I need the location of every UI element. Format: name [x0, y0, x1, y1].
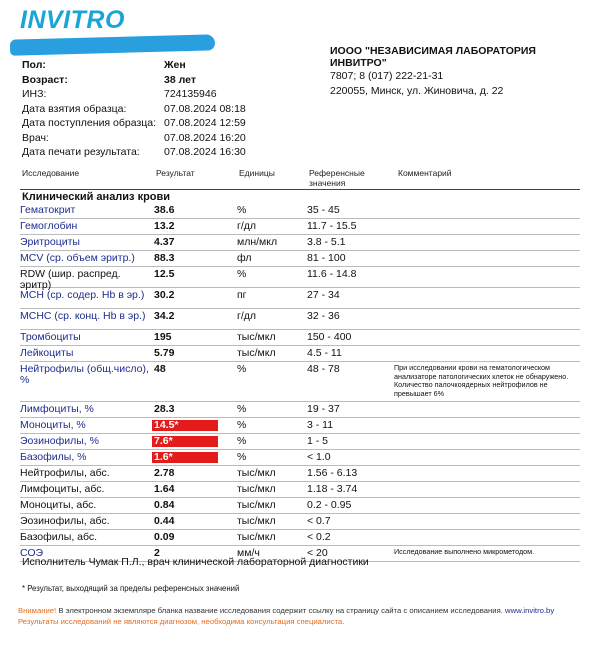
result-value: 0.44 — [154, 515, 175, 527]
section-title: Клинический анализ крови — [22, 191, 171, 203]
patient-info — [22, 59, 246, 161]
unit: тыс/мкл — [237, 515, 276, 527]
result-value: 12.5 — [154, 268, 175, 280]
reference-range: 3 - 11 — [307, 419, 334, 431]
table-row — [20, 482, 580, 498]
result-value: 28.3 — [154, 403, 175, 415]
reference-range: 81 - 100 — [307, 252, 346, 264]
reference-range: 1 - 5 — [307, 435, 329, 447]
patient-value: 38 лет — [164, 73, 196, 86]
table-row — [20, 418, 580, 434]
reference-range: 48 - 78 — [307, 363, 340, 375]
test-name[interactable]: Тромбоциты — [20, 331, 81, 343]
lab-info — [330, 45, 570, 99]
reference-range: 32 - 36 — [307, 310, 340, 322]
patient-row — [22, 103, 246, 118]
patient-row — [22, 74, 246, 89]
table-row — [20, 219, 580, 235]
unit: % — [237, 204, 247, 216]
test-name[interactable]: СОЭ — [20, 547, 44, 559]
unit: % — [237, 363, 247, 375]
table-row — [20, 267, 580, 291]
patient-row — [22, 59, 246, 74]
patient-label: Дата печати результата: — [22, 146, 140, 158]
result-value: 1.64 — [154, 483, 175, 495]
unit: тыс/мкл — [237, 499, 276, 511]
invitro-logo: INVITRO — [20, 6, 125, 34]
patient-value: 07.08.2024 12:59 — [164, 117, 246, 129]
test-name[interactable]: Лимфоциты, абс. — [20, 483, 105, 495]
unit: % — [237, 419, 247, 431]
patient-label: Дата поступления образца: — [22, 117, 157, 129]
patient-value: 07.08.2024 08:18 — [164, 102, 246, 115]
unit: тыс/мкл — [237, 331, 276, 343]
reference-range: 3.8 - 5.1 — [307, 236, 346, 248]
unit: % — [237, 451, 247, 463]
unit: тыс/мкл — [237, 467, 276, 479]
patient-label: ИНЗ: — [22, 88, 47, 100]
test-name[interactable]: Эритроциты — [20, 236, 80, 248]
comment: При исследовании крови на гематологическом анализаторе патологических клеток не обнаружено. Количество палочкоядерных нейтрофилов не превышает 6% — [394, 363, 569, 398]
warning-label: Внимание! — [18, 606, 57, 615]
test-name[interactable]: Лейкоциты — [20, 347, 74, 359]
test-name[interactable]: Нейтрофилы (общ.число), % — [20, 363, 149, 386]
test-name[interactable]: Гематокрит — [20, 204, 76, 216]
table-header — [20, 167, 580, 190]
result-value: 2 — [154, 547, 160, 559]
test-name[interactable]: RDW (шир. распред. эритр) — [20, 268, 121, 291]
patient-row — [22, 132, 246, 147]
table-row — [20, 362, 580, 402]
test-name[interactable]: Эозинофилы, % — [20, 435, 99, 447]
patient-value: 724135946 — [164, 88, 217, 100]
flagged-result: 7.6* — [152, 436, 218, 447]
test-name[interactable]: Нейтрофилы, абс. — [20, 467, 110, 479]
header-study: Исследование — [22, 168, 80, 178]
reference-range: < 0.7 — [307, 515, 331, 527]
footnote: * Результат, выходящий за пределы референсных значений — [22, 584, 240, 593]
unit: пг — [237, 289, 247, 301]
reference-range: 1.18 - 3.74 — [307, 483, 358, 495]
patient-label: Пол: — [22, 59, 46, 71]
patient-value: Жен — [164, 59, 186, 71]
result-value: 0.09 — [154, 531, 175, 543]
result-value: 5.79 — [154, 347, 175, 359]
table-row — [20, 309, 580, 330]
table-row — [20, 235, 580, 251]
patient-row — [22, 146, 246, 161]
unit: г/дл — [237, 310, 257, 322]
unit: млн/мкл — [237, 236, 278, 248]
comment: Исследование выполнено микрометодом. — [394, 547, 535, 556]
test-name[interactable]: Эозинофилы, абс. — [20, 515, 110, 527]
reference-range: 0.2 - 0.95 — [307, 499, 352, 511]
result-value: 0.84 — [154, 499, 175, 511]
test-name[interactable]: MCV (ср. объем эритр.) — [20, 252, 135, 264]
test-name[interactable]: Моноциты, абс. — [20, 499, 97, 511]
warning-text: В электронном экземпляре бланка название исследования содержит ссылку на страницу сайта с описанием исследования. — [56, 606, 503, 615]
executor: Исполнитель Чумак П.Л., врач клинической лабораторной диагностики — [22, 556, 369, 568]
table-row — [20, 466, 580, 482]
table-row — [20, 288, 580, 309]
result-value: 195 — [154, 331, 172, 343]
test-name[interactable]: Моноциты, % — [20, 419, 86, 431]
reference-range: 35 - 45 — [307, 204, 340, 216]
result-value: 13.2 — [154, 220, 175, 232]
table-row — [20, 514, 580, 530]
table-row — [20, 330, 580, 346]
result-value: 2.78 — [154, 467, 175, 479]
redaction-scribble — [10, 34, 215, 55]
header-units: Единицы — [239, 168, 275, 178]
result-value: 4.37 — [154, 236, 175, 248]
flagged-result: 14.5* — [152, 420, 218, 431]
site-link[interactable]: www.invitro.by — [505, 606, 555, 615]
patient-label: Дата взятия образца: — [22, 102, 127, 115]
warning-note: Результаты исследований не являются диагнозом, необходима консультация специалиста. — [18, 617, 345, 626]
lab-address: 220055, Минск, ул. Жиновича, д. 22 — [330, 85, 504, 97]
header-result: Результат — [156, 168, 195, 178]
header-ref: Референсные значения — [309, 168, 365, 188]
patient-row — [22, 117, 246, 132]
unit: фл — [237, 252, 252, 264]
flagged-result: 1.6* — [152, 452, 218, 463]
table-row — [20, 498, 580, 514]
unit: тыс/мкл — [237, 483, 276, 495]
patient-row — [22, 88, 246, 103]
result-value: 38.6 — [154, 204, 175, 216]
result-value: 34.2 — [154, 310, 175, 322]
patient-label: Возраст: — [22, 73, 68, 86]
test-name[interactable]: Базофилы, абс. — [20, 531, 98, 543]
unit: % — [237, 268, 247, 280]
unit: г/дл — [237, 220, 257, 232]
patient-value: 07.08.2024 16:20 — [164, 131, 246, 144]
lab-name: ИООО "НЕЗАВИСИМАЯ ЛАБОРАТОРИЯ ИНВИТРО" — [330, 45, 536, 69]
patient-value: 07.08.2024 16:30 — [164, 146, 246, 158]
reference-range: 19 - 37 — [307, 403, 340, 415]
results-table — [20, 203, 580, 562]
reference-range: 11.7 - 15.5 — [307, 220, 357, 232]
unit: % — [237, 435, 247, 447]
reference-range: < 20 — [307, 547, 328, 559]
table-row — [20, 402, 580, 418]
test-name[interactable]: MCHC (ср. конц. Hb в эр.) — [20, 310, 146, 322]
table-row — [20, 203, 580, 219]
reference-range: 27 - 34 — [307, 289, 340, 301]
unit: тыс/мкл — [237, 531, 276, 543]
result-value: 48 — [154, 363, 166, 375]
patient-label: Врач: — [22, 131, 49, 144]
unit: тыс/мкл — [237, 347, 276, 359]
warning-block — [18, 605, 588, 627]
table-row — [20, 346, 580, 362]
table-row — [20, 251, 580, 267]
reference-range: 150 - 400 — [307, 331, 352, 343]
table-row — [20, 530, 580, 546]
test-name[interactable]: Лимфоциты, % — [20, 403, 94, 415]
test-name[interactable]: Гемоглобин — [20, 220, 78, 232]
reference-range: < 0.2 — [307, 531, 331, 543]
unit: мм/ч — [237, 547, 260, 559]
reference-range: 1.56 - 6.13 — [307, 467, 358, 479]
reference-range: 4.5 - 11 — [307, 347, 342, 359]
table-row — [20, 450, 580, 466]
unit: % — [237, 403, 247, 415]
table-row — [20, 434, 580, 450]
header-comment: Комментарий — [398, 168, 452, 178]
result-value: 88.3 — [154, 252, 175, 264]
reference-range: 11.6 - 14.8 — [307, 268, 357, 280]
result-value: 30.2 — [154, 289, 175, 301]
lab-phone: 7807; 8 (017) 222-21-31 — [330, 70, 444, 82]
reference-range: < 1.0 — [307, 451, 331, 463]
test-name[interactable]: MCH (ср. содер. Hb в эр.) — [20, 289, 145, 301]
test-name[interactable]: Базофилы, % — [20, 451, 87, 463]
